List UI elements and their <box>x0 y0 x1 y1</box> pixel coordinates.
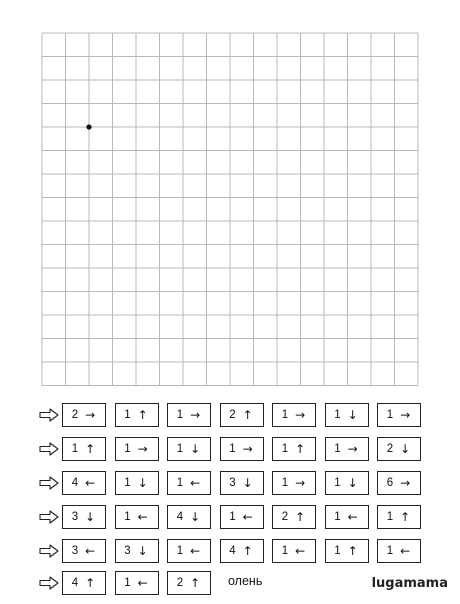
arrow-down-icon: ↓ <box>137 476 148 490</box>
step-count: 1 <box>229 443 236 455</box>
instruction-row <box>38 404 430 426</box>
arrow-left-icon: ← <box>347 510 358 524</box>
arrow-left-icon: ← <box>190 544 201 558</box>
step-count: 1 <box>334 545 341 557</box>
arrow-right-icon: → <box>295 408 306 422</box>
step-count: 2 <box>281 511 289 523</box>
instruction-cell <box>325 437 369 461</box>
arrow-left-icon: ← <box>137 576 148 590</box>
arrow-left-icon: ← <box>190 476 201 490</box>
instruction-cell <box>220 471 264 495</box>
instruction-cell <box>62 437 106 461</box>
arrow-down-icon: ↓ <box>190 442 201 456</box>
instruction-cell <box>62 571 106 595</box>
arrow-up-icon: ↑ <box>295 510 306 524</box>
instruction-cell <box>167 539 211 563</box>
step-count: 3 <box>71 511 79 523</box>
step-count: 1 <box>124 443 131 455</box>
arrow-left-icon: ← <box>85 544 96 558</box>
instruction-cell <box>115 437 159 461</box>
instruction-cell <box>325 471 369 495</box>
instruction-cell <box>377 539 421 563</box>
instruction-cell <box>115 471 159 495</box>
instruction-cell <box>325 539 369 563</box>
instruction-cell <box>167 403 211 427</box>
step-count: 1 <box>281 443 289 455</box>
step-count: 2 <box>176 577 184 589</box>
instruction-cell <box>220 403 264 427</box>
arrow-left-icon: ← <box>295 544 306 558</box>
instruction-cell <box>377 403 421 427</box>
instruction-row <box>38 438 430 460</box>
step-count: 2 <box>71 409 79 421</box>
step-count: 1 <box>334 409 341 421</box>
hollow-right-arrow-icon <box>38 540 60 562</box>
arrow-right-icon: → <box>295 476 306 490</box>
step-count: 1 <box>124 477 131 489</box>
instruction-cell <box>167 471 211 495</box>
arrow-right-icon: → <box>137 442 148 456</box>
step-count: 4 <box>71 477 79 489</box>
step-count: 1 <box>386 511 394 523</box>
arrow-down-icon: ↓ <box>347 476 358 490</box>
arrow-up-icon: ↑ <box>242 408 253 422</box>
step-count: 4 <box>176 511 184 523</box>
instruction-cell <box>115 539 159 563</box>
arrow-right-icon: → <box>190 408 201 422</box>
hollow-right-arrow-icon <box>38 572 60 594</box>
arrow-down-icon: ↓ <box>85 510 96 524</box>
arrow-left-icon: ← <box>242 510 253 524</box>
step-count: 1 <box>124 511 131 523</box>
instruction-cell <box>377 471 421 495</box>
instruction-cell <box>325 505 369 529</box>
step-count: 3 <box>71 545 79 557</box>
step-count: 1 <box>71 443 79 455</box>
arrow-right-icon: → <box>347 442 358 456</box>
instruction-cell <box>377 505 421 529</box>
start-dot <box>86 124 91 129</box>
instruction-row <box>38 572 220 594</box>
step-count: 1 <box>334 477 341 489</box>
step-count: 2 <box>229 409 236 421</box>
arrow-right-icon: → <box>85 408 96 422</box>
hollow-right-arrow-icon <box>38 438 60 460</box>
instruction-cell <box>377 437 421 461</box>
arrow-left-icon: ← <box>85 476 96 490</box>
instruction-cell <box>167 505 211 529</box>
step-count: 3 <box>124 545 131 557</box>
arrow-up-icon: ↑ <box>295 442 306 456</box>
instruction-cell <box>167 437 211 461</box>
instruction-cell <box>272 471 316 495</box>
step-count: 1 <box>124 409 131 421</box>
arrow-up-icon: ↑ <box>85 576 96 590</box>
instruction-cell <box>115 571 159 595</box>
arrow-up-icon: ↑ <box>85 442 96 456</box>
step-count: 1 <box>176 443 184 455</box>
instruction-cell <box>272 505 316 529</box>
step-count: 1 <box>176 545 184 557</box>
step-count: 1 <box>386 545 394 557</box>
arrow-up-icon: ↑ <box>347 544 358 558</box>
arrow-down-icon: ↓ <box>190 510 201 524</box>
instruction-cell <box>272 437 316 461</box>
instruction-cell <box>220 437 264 461</box>
arrow-right-icon: → <box>400 408 411 422</box>
arrow-down-icon: ↓ <box>137 544 148 558</box>
instruction-cell <box>62 471 106 495</box>
instruction-cell <box>325 403 369 427</box>
instruction-row <box>38 472 430 494</box>
step-count: 6 <box>386 477 394 489</box>
arrow-up-icon: ↑ <box>400 510 411 524</box>
hollow-right-arrow-icon <box>38 404 60 426</box>
step-count: 1 <box>281 477 289 489</box>
step-count: 1 <box>334 511 341 523</box>
arrow-left-icon: ← <box>137 510 148 524</box>
arrow-down-icon: ↓ <box>242 476 253 490</box>
instruction-cell <box>272 403 316 427</box>
step-count: 1 <box>281 409 289 421</box>
step-count: 3 <box>229 477 236 489</box>
step-count: 1 <box>176 477 184 489</box>
step-count: 4 <box>229 545 236 557</box>
instruction-row <box>38 540 430 562</box>
instruction-cell <box>220 539 264 563</box>
step-count: 1 <box>334 443 341 455</box>
arrow-left-icon: ← <box>400 544 411 558</box>
arrow-up-icon: ↑ <box>190 576 201 590</box>
instruction-cell <box>62 539 106 563</box>
arrow-down-icon: ↓ <box>400 442 411 456</box>
step-count: 4 <box>71 577 79 589</box>
instruction-cell <box>62 403 106 427</box>
step-count: 1 <box>281 545 289 557</box>
step-count: 1 <box>386 409 394 421</box>
step-count: 1 <box>229 511 236 523</box>
instruction-cell <box>272 539 316 563</box>
hollow-right-arrow-icon <box>38 506 60 528</box>
instruction-row <box>38 506 430 528</box>
instruction-cell <box>167 571 211 595</box>
arrow-up-icon: ↑ <box>242 544 253 558</box>
instruction-cell <box>115 403 159 427</box>
hollow-right-arrow-icon <box>38 472 60 494</box>
watermark: lugamama <box>371 576 448 591</box>
step-count: 1 <box>176 409 184 421</box>
instruction-cell <box>220 505 264 529</box>
step-count: 2 <box>386 443 394 455</box>
instruction-cell <box>115 505 159 529</box>
arrow-up-icon: ↑ <box>137 408 148 422</box>
puzzle-name: олень <box>228 574 263 588</box>
instruction-cell <box>62 505 106 529</box>
arrow-right-icon: → <box>242 442 253 456</box>
arrow-right-icon: → <box>400 476 411 490</box>
arrow-down-icon: ↓ <box>347 408 358 422</box>
step-count: 1 <box>124 577 131 589</box>
